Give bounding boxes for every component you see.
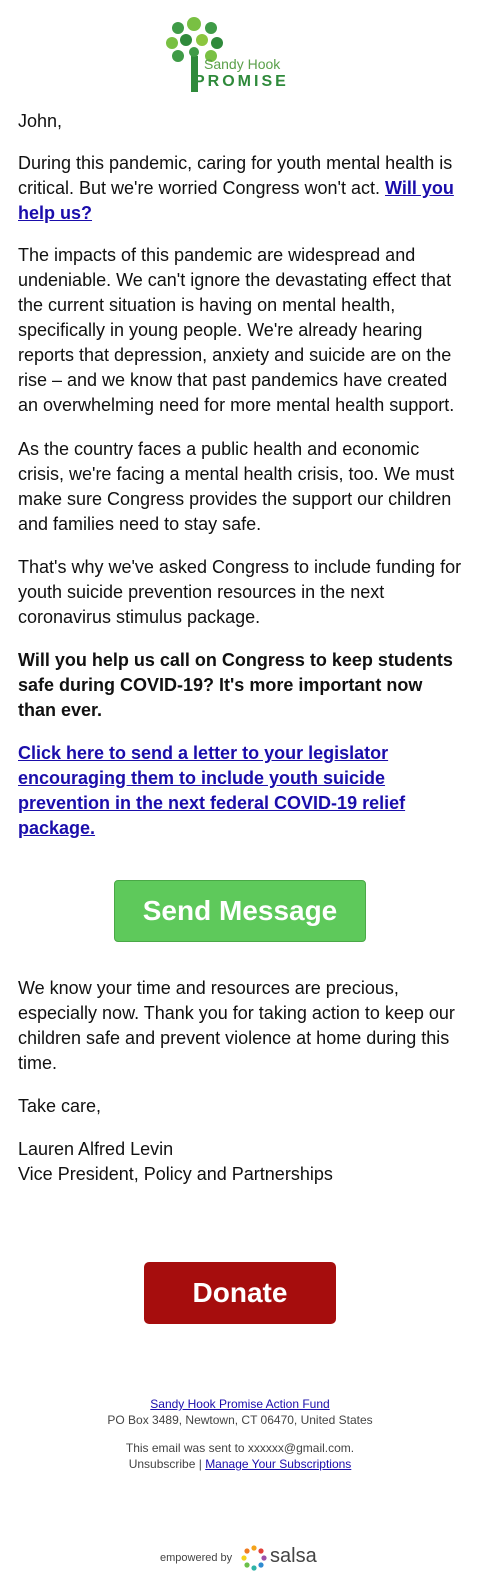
salsa-badge: [160, 1544, 330, 1574]
salsa-logo-icon: [240, 1544, 268, 1572]
signoff: Take care,: [18, 1096, 102, 1116]
empowered-by-text: empowered by: [160, 1552, 233, 1564]
salsa-wordmark: salsa: [270, 1545, 317, 1567]
logo-text-sandy-hook: Sandy Hook: [204, 56, 281, 72]
greeting: John,: [18, 111, 63, 131]
will-you-help-us-link[interactable]: Will you help us?: [18, 178, 454, 223]
signature: [18, 1137, 464, 1187]
paragraph-impacts: The impacts of this pandemic are widespread and undeniable. We can't ignore the devastating effect that the current situation is having on mental health, specifically in young people. We're already hearing reports that depression, anxiety and suicide are on the rise – and we know that past pandemics have created an overwhelming need for more mental health support.: [18, 245, 455, 415]
send-letter-link[interactable]: Click here to send a letter to your legislator encouraging them to include youth suicide prevention in the next federal COVID-19 relief package.: [18, 743, 406, 838]
sent-to-text: This email was sent to xxxxxx@gmail.com.: [125, 1441, 355, 1455]
paragraph-thanks: We know your time and resources are precious, especially now. Thank you for taking action to keep our children safe and prevent violence at home during this time.: [18, 978, 455, 1073]
paragraph-intro: [18, 151, 464, 226]
org-address: PO Box 3489, Newtown, CT 06470, United States: [107, 1413, 373, 1427]
paragraph-call-to-action: Will you help us call on Congress to keep students safe during COVID-19? It's more important now than ever.: [18, 650, 453, 720]
footer-org: [0, 1396, 480, 1428]
paragraph-intro-text: During this pandemic, caring for youth mental health is critical. But we're worried Congress won't act.: [18, 153, 453, 198]
manage-subscriptions-link[interactable]: Manage Your Subscriptions: [205, 1457, 352, 1471]
sandy-hook-promise-logo: [164, 16, 316, 94]
send-message-button[interactable]: Send Message: [114, 880, 366, 942]
footer-subscription: [0, 1440, 480, 1472]
unsubscribe-text: Unsubscribe: [128, 1457, 196, 1471]
signer-title: Vice President, Policy and Partnerships: [18, 1164, 333, 1184]
donate-button[interactable]: Donate: [144, 1262, 336, 1324]
org-link[interactable]: Sandy Hook Promise Action Fund: [150, 1397, 330, 1411]
paragraph-funding: That's why we've asked Congress to include funding for youth suicide prevention resources in the next coronavirus stimulus package.: [18, 557, 462, 627]
paragraph-letter-link: [18, 741, 464, 841]
signer-name: Lauren Alfred Levin: [18, 1139, 174, 1159]
footer-separator: |: [195, 1457, 206, 1471]
logo-text-promise: PROMISE: [194, 73, 289, 90]
paragraph-crisis: As the country faces a public health and economic crisis, we're facing a mental health crisis, too. We must make sure Congress provides the support our children and families need to stay safe.: [18, 439, 455, 534]
